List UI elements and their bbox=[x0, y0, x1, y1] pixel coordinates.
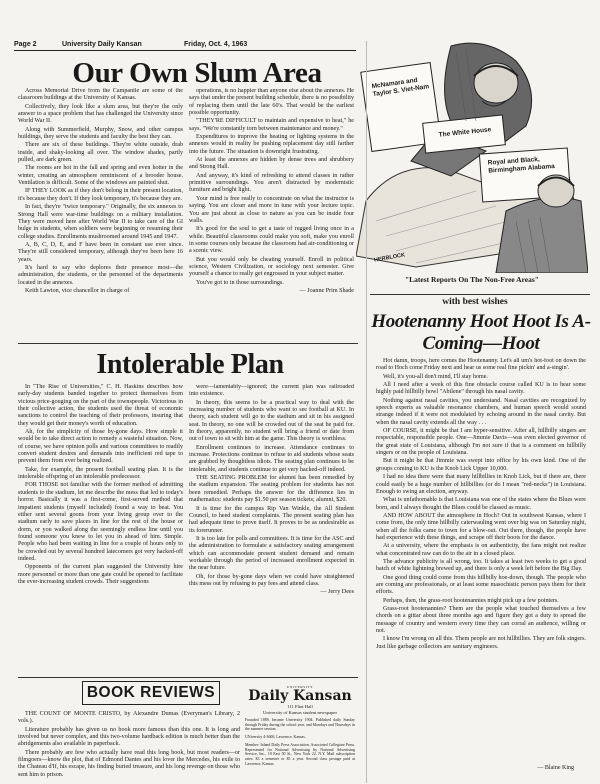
paragraph: The advance publicity is all wrong, too. It takes at least two weeks to get a good batch of white lightning brewed up, and there is only a week left before the Big Day. bbox=[376, 558, 586, 573]
book-reviews-text bbox=[18, 711, 240, 782]
paragraph: At least the annexes are hidden by dense trees and shrubbery and Strong Hall. bbox=[189, 157, 354, 171]
paragraph: A, B, C, D, E, and F have been in constant use ever since. They're still considered temporary, although they've been here 16 years. bbox=[18, 241, 183, 263]
paragraph: IF THEY LOOK as if they don't belong in their present location, it's because they don't. If they look temporary, it's because they are. bbox=[18, 188, 183, 202]
issue-date: Friday, Oct. 4, 1963 bbox=[184, 41, 248, 48]
paragraph: All I need after a week of this fine obstacle course called KU is to hear some highly paid hillbilly howl "Abilene" through his nasal cavity. bbox=[376, 382, 586, 396]
nameplate-fineprint-2: UNiversity 4-3600, Lawrence, Kansas. bbox=[245, 735, 306, 740]
paragraph: In theory, this seems to be a practical way to deal with the increasing number of students who want to see football at KU. In theory, each student will go to the stadium and sit in his assigned seat. In theory, no one will be crowded out of the seat he paid for. In theory, apparently, no student will bring a friend or date from out of town to sit with him at the game. This theory is worthless. bbox=[189, 399, 354, 443]
cartoon-sign-vietnam: McNamara and Taylor S. Viet-Nam bbox=[371, 76, 430, 98]
paper-name: University Daily Kansan bbox=[62, 41, 142, 48]
divider bbox=[18, 677, 358, 678]
slum-byline: — Joanne Prim Shade bbox=[299, 287, 354, 294]
paragraph: But it might be that Jimmie was swept into office by his own kind. One of the groups coming to KU is the Knob Lick Upper 10,000. bbox=[376, 458, 586, 472]
hoot-byline: — Blaine King bbox=[537, 765, 574, 771]
page-number: Page 2 bbox=[14, 41, 37, 48]
paragraph: In fact, they're "twice temporary." Originally, the six annexes to Strong Hall were war-time buildings on a military installation. They were moved here after World War II to take care of the GI bulge in students, when soldiers were beginning or resuming their college studies. Enrollments mushroomed around 1945 and 1947. bbox=[18, 204, 183, 240]
paragraph: Literature probably has given us no book more famous than this one. It is long and involved but never complex, and this two-volume hardback edition is much better than the abridgements also available in paperback. bbox=[18, 726, 240, 748]
hoot-headline: Hootenanny Hoot Hoot Is A-Coming—Hoot bbox=[371, 311, 591, 354]
paragraph: Across Memorial Drive from the Campanile are some of the classroom buildings at the University of Kansas. bbox=[18, 88, 183, 102]
slum-column-2 bbox=[189, 88, 354, 346]
paragraph: You've got to in those surroundings. bbox=[196, 279, 284, 286]
paragraph: "THEY'RE DIFFICULT to maintain and expensive to heat," he says. "We're constantly torn between maintenance and money." bbox=[189, 118, 354, 132]
hoot-column bbox=[376, 358, 586, 762]
paragraph: It's hard to say who deplores their presence most—the administration, the students, or the personnel of the departments located in the annexes. bbox=[18, 264, 183, 286]
paragraph: I know I'm wrong on all this. Them people are not hillbillies. They are folk singers. Just like garbage collectors are sanitary engineers. bbox=[376, 636, 586, 650]
intolerable-column-2 bbox=[189, 384, 354, 676]
nameplate-title: Daily Kansan bbox=[248, 688, 352, 704]
paragraph: Along with Summerfield, Murphy, Snow, and other campus buildings, they serve the students and faculty the best they can. bbox=[18, 126, 183, 141]
divider bbox=[370, 294, 590, 295]
cartoon-sign-white-house: The White House bbox=[438, 126, 492, 139]
paragraph: Well, it's you-all don't mind, I'll stay home. bbox=[383, 373, 489, 380]
paragraph: were—lamentably—ignored; the current plan was railroaded into existence. bbox=[189, 384, 354, 398]
paragraph: The rooms are hot in the fall and spring and even hotter in the winter, creating an atmosphere reminiscent of a brooder house. Ventilation is difficult. Some of the windows are painted shut. bbox=[18, 165, 183, 187]
paragraph: THE COUNT OF MONTE CRISTO, by Alexandre Dumas (Everyman's Library, 2 vols.). bbox=[18, 711, 240, 725]
paragraph: Hot damn, troops, here comes the Hootenanny. Let's all um's hot-foot on down the road to Hoch come Friday next and hear us some real fine pickin' and a-singin'. bbox=[376, 358, 586, 372]
kansan-nameplate bbox=[245, 682, 355, 782]
paragraph: Ah, for the simplicity of those by-gone days. How simple it would be to take direct action to remedy a wasteful situation. Now, of course, we have opinion polls and various committees to readily convert student desires and demands into inefficient red tape to prevent them from ever being realized. bbox=[18, 429, 183, 465]
paragraph: But you would only be cheating yourself. Enroll in political science, Western Civilization, or sociology next semester. Give yourself a chance to really get engrossed in your subject matter. bbox=[189, 256, 354, 278]
paragraph: There probably are few who actually have read this long book, but most readers—or filmgoers—know the plot, that of Edmond Dantes and his lover the Mercedes, his exile to the Chateau d'If, his escape, his finding buried treasure, and his long revenge on those who sent him to prison. bbox=[18, 749, 240, 778]
paragraph: Perhaps, then, the grass-root hootenannies might pick up a few pointers. bbox=[383, 597, 559, 604]
slum-column-1 bbox=[18, 88, 183, 346]
paragraph: I had no idea there were that many hillbillies in Knob Lick, but if there are, there could easily be a huge number of hillbillies (or do I mean "red-necks") in Louisiana. Enough to swing an election, anyway. bbox=[376, 474, 586, 495]
hoot-kicker: with best wishes bbox=[442, 297, 508, 307]
nameplate-fineprint-3: Member: Inland Daily Press Association, Associated Collegiate Press. Represented for National Advertising by National Advertising Service, Inc., 18 East 50 St., New York 22, N.Y. Mail subscription rates: $3 a semester or $5 a year. Second class postage paid at Lawrence, Kansas. bbox=[245, 742, 355, 766]
paragraph: Oh, for those by-gone days when we could have straightened this mess out by refusing to pay fees and attend class. bbox=[189, 573, 354, 587]
slum-headline: Our Own Slum Area bbox=[72, 57, 322, 89]
nameplate-tagline: University of Kansas student newspaper bbox=[263, 709, 337, 715]
nameplate-small-caps: UNIVERSITY bbox=[286, 685, 314, 689]
intolerable-byline: — Jerry Dees bbox=[320, 589, 354, 596]
paragraph: Expenditures to improve the heating or lighting systems in the annexes would in reality be pushing replacement day still farther into the future. The situation is downright frustrating. bbox=[189, 134, 354, 155]
paragraph: OF COURSE, it might be that I am hyper-sensitive. After all, hillbilly singers are respectable, responsible people. One—Jimmie Davis—was even elected governor of the great state of Louisiana, although I'm not sure if that is a comment on hillbilly singers or on the people of Louisiana. bbox=[376, 428, 586, 457]
paragraph: And anyway, it's kind of refreshing to attend classes in rather primitive surroundings. You aren't distracted by modernistic furniture and bright light. bbox=[189, 172, 354, 194]
paragraph: It is time for the campus Rip Van Winkle, the All Student Council, to heed student complaints. The present seating plan has had adequate time to prove itself. It proves to be as undesirable as its forerunner. bbox=[189, 505, 354, 534]
paragraph: It is too late for polls and committees. It is time for the ASC and the administration to formulate a satisfactory seating arrangement which can accommodate present student demand and remain workable through the period of increased enrollment expected in the near future. bbox=[189, 535, 354, 572]
nameplate-fineprint-1: Founded 1889, became University 1904. Published daily Sunday through Friday during the school year, and Mondays and Thursdays in the summer session. bbox=[245, 718, 355, 732]
paragraph: Opponents of the current plan suggested the University hire more personnel or more than one gate could be opened to facilitate the ever-increasing student crowds. Their suggestions bbox=[18, 564, 183, 585]
paragraph: Nothing against nasal cavities, you understand. Nasal cavities are recognized by speech experts as valuable resonance chambers, and human speech would sound strange indeed if it were not modulated by echoing around in the nasal cavity. But when the nasal cavity extends all the way . . . bbox=[376, 397, 586, 426]
paragraph: Collectively, they look like a slum area, but they're the only answer to a space problem that has challenged the University since World War II. bbox=[18, 103, 183, 125]
intolerable-column-1 bbox=[18, 384, 183, 676]
paragraph: At a university, where the emphasis is on authenticity, the fans might not realize what concentrated raw can do to the air in a closed place. bbox=[376, 543, 586, 557]
intolerable-headline: Intolerable Plan bbox=[96, 349, 284, 380]
paragraph: Your mind is free really to concentrate on what the instructor is saying. You are closer and more in tune with your lecture topic. You are just about as close to nature as you can be inside four walls. bbox=[189, 195, 354, 224]
paragraph: Grass-root hootenannies? Them are the people what touched themselves a few chords on a gittar about three months ago and figure they got a duty to spread the message of country and western every time they can corral an audience, willing or not. bbox=[376, 606, 586, 635]
paragraph: There are six of these buildings. They're white outside, drab inside, and shaky-looking all over. The window shades, partly pulled, are dark green. bbox=[18, 142, 183, 164]
book-reviews-header: BOOK REVIEWS bbox=[82, 681, 220, 705]
nameplate-address: 111 Flint Hall bbox=[287, 704, 313, 709]
paragraph: AND HOW ABOUT the atmosphere in Hoch? Out in southwest Kansas, where I come from, the only time hillbilly caterwauling went over big was on Saturday night, when all the folks came to town for a blow-out. Out there, though, the people have had experience with these things, and scrape off their boots for the dance. bbox=[376, 512, 586, 541]
paragraph: FOR THOSE not familiar with the former method of admitting students to the stadium, let me describe the mess that led to today's horror. Basically it was a first-come, first-served method that impatient students (myself included) found a way to beat. You either sent several goons from your living group over to the stadium early to save places in line for the rest of the house or dorm, or you walked along the seemingly endless line until you found someone you knew to let you in ahead of him. Simple. People who had been waiting in line for a couple of hours only to be crowded out by several hundred latecomers got very hacked-off indeed. bbox=[18, 482, 183, 562]
column-divider bbox=[366, 41, 367, 783]
paragraph: Enrollment continues to increase. Attendance continues to increase. Protections continue to refuse to aid students whose seats are grabbed by thoughtless idiots. The seating plan continues to be intolerable, and students continue to get very hacked-off indeed. bbox=[189, 444, 354, 473]
paragraph: What is unfathomable is that Louisiana was one of the states where the Blues were born, and I always thought the Blues could be classed as music. bbox=[376, 497, 586, 511]
paragraph: Keith Lawton, vice chancellor in charge of bbox=[25, 287, 130, 294]
paragraph: In "The Rise of Universities," C. H. Haskins describes how early-day students banded together to protect themselves from vicious price-gouging on the part of the townspeople. Victorious in their collective action, the students used the threat of economic sanctions to control the teaching of their professors, insuring that they would get their money's worth of education. bbox=[18, 384, 183, 427]
cartoon-sign-birmingham: Royal and Black, Birmingham Alabama bbox=[487, 156, 556, 175]
paragraph: It's good for the soul to get a taste of rugged living once in a while. Beautiful classrooms could make you soft, make you enroll in some courses only because the classroom had air-conditioning or a scenic view. bbox=[189, 226, 354, 255]
paragraph: THE SEATING PROBLEM for alumni has been remedied by the stadium expansion. The seating problem for students has not been remedied. Perhaps the answer for the difference lies in mathematics: students pay $1.50 per season tickets; alumni, $20. bbox=[189, 475, 354, 504]
cartoon-caption: "Latest Reports On The Non-Free Areas" bbox=[405, 275, 539, 284]
paragraph: One good thing could come from this hillbilly hoe-down, though. The people who are coming are professionals, or at least some masochistic person pays them for their efforts. bbox=[376, 574, 586, 596]
divider bbox=[18, 343, 358, 344]
cartoonist-signature: HERBLOCK bbox=[373, 252, 406, 264]
paragraph: Take, for example, the present football seating plan. It is the intolerable offspring of an intolerable predecessor. bbox=[18, 466, 183, 481]
paragraph: operations, is no happier than anyone else about the annexes. He says that under the present building schedule, there is no possibility of replacing them until the late 60's. That would be the earliest possible opportunity. bbox=[189, 88, 354, 117]
editorial-cartoon bbox=[356, 41, 588, 273]
